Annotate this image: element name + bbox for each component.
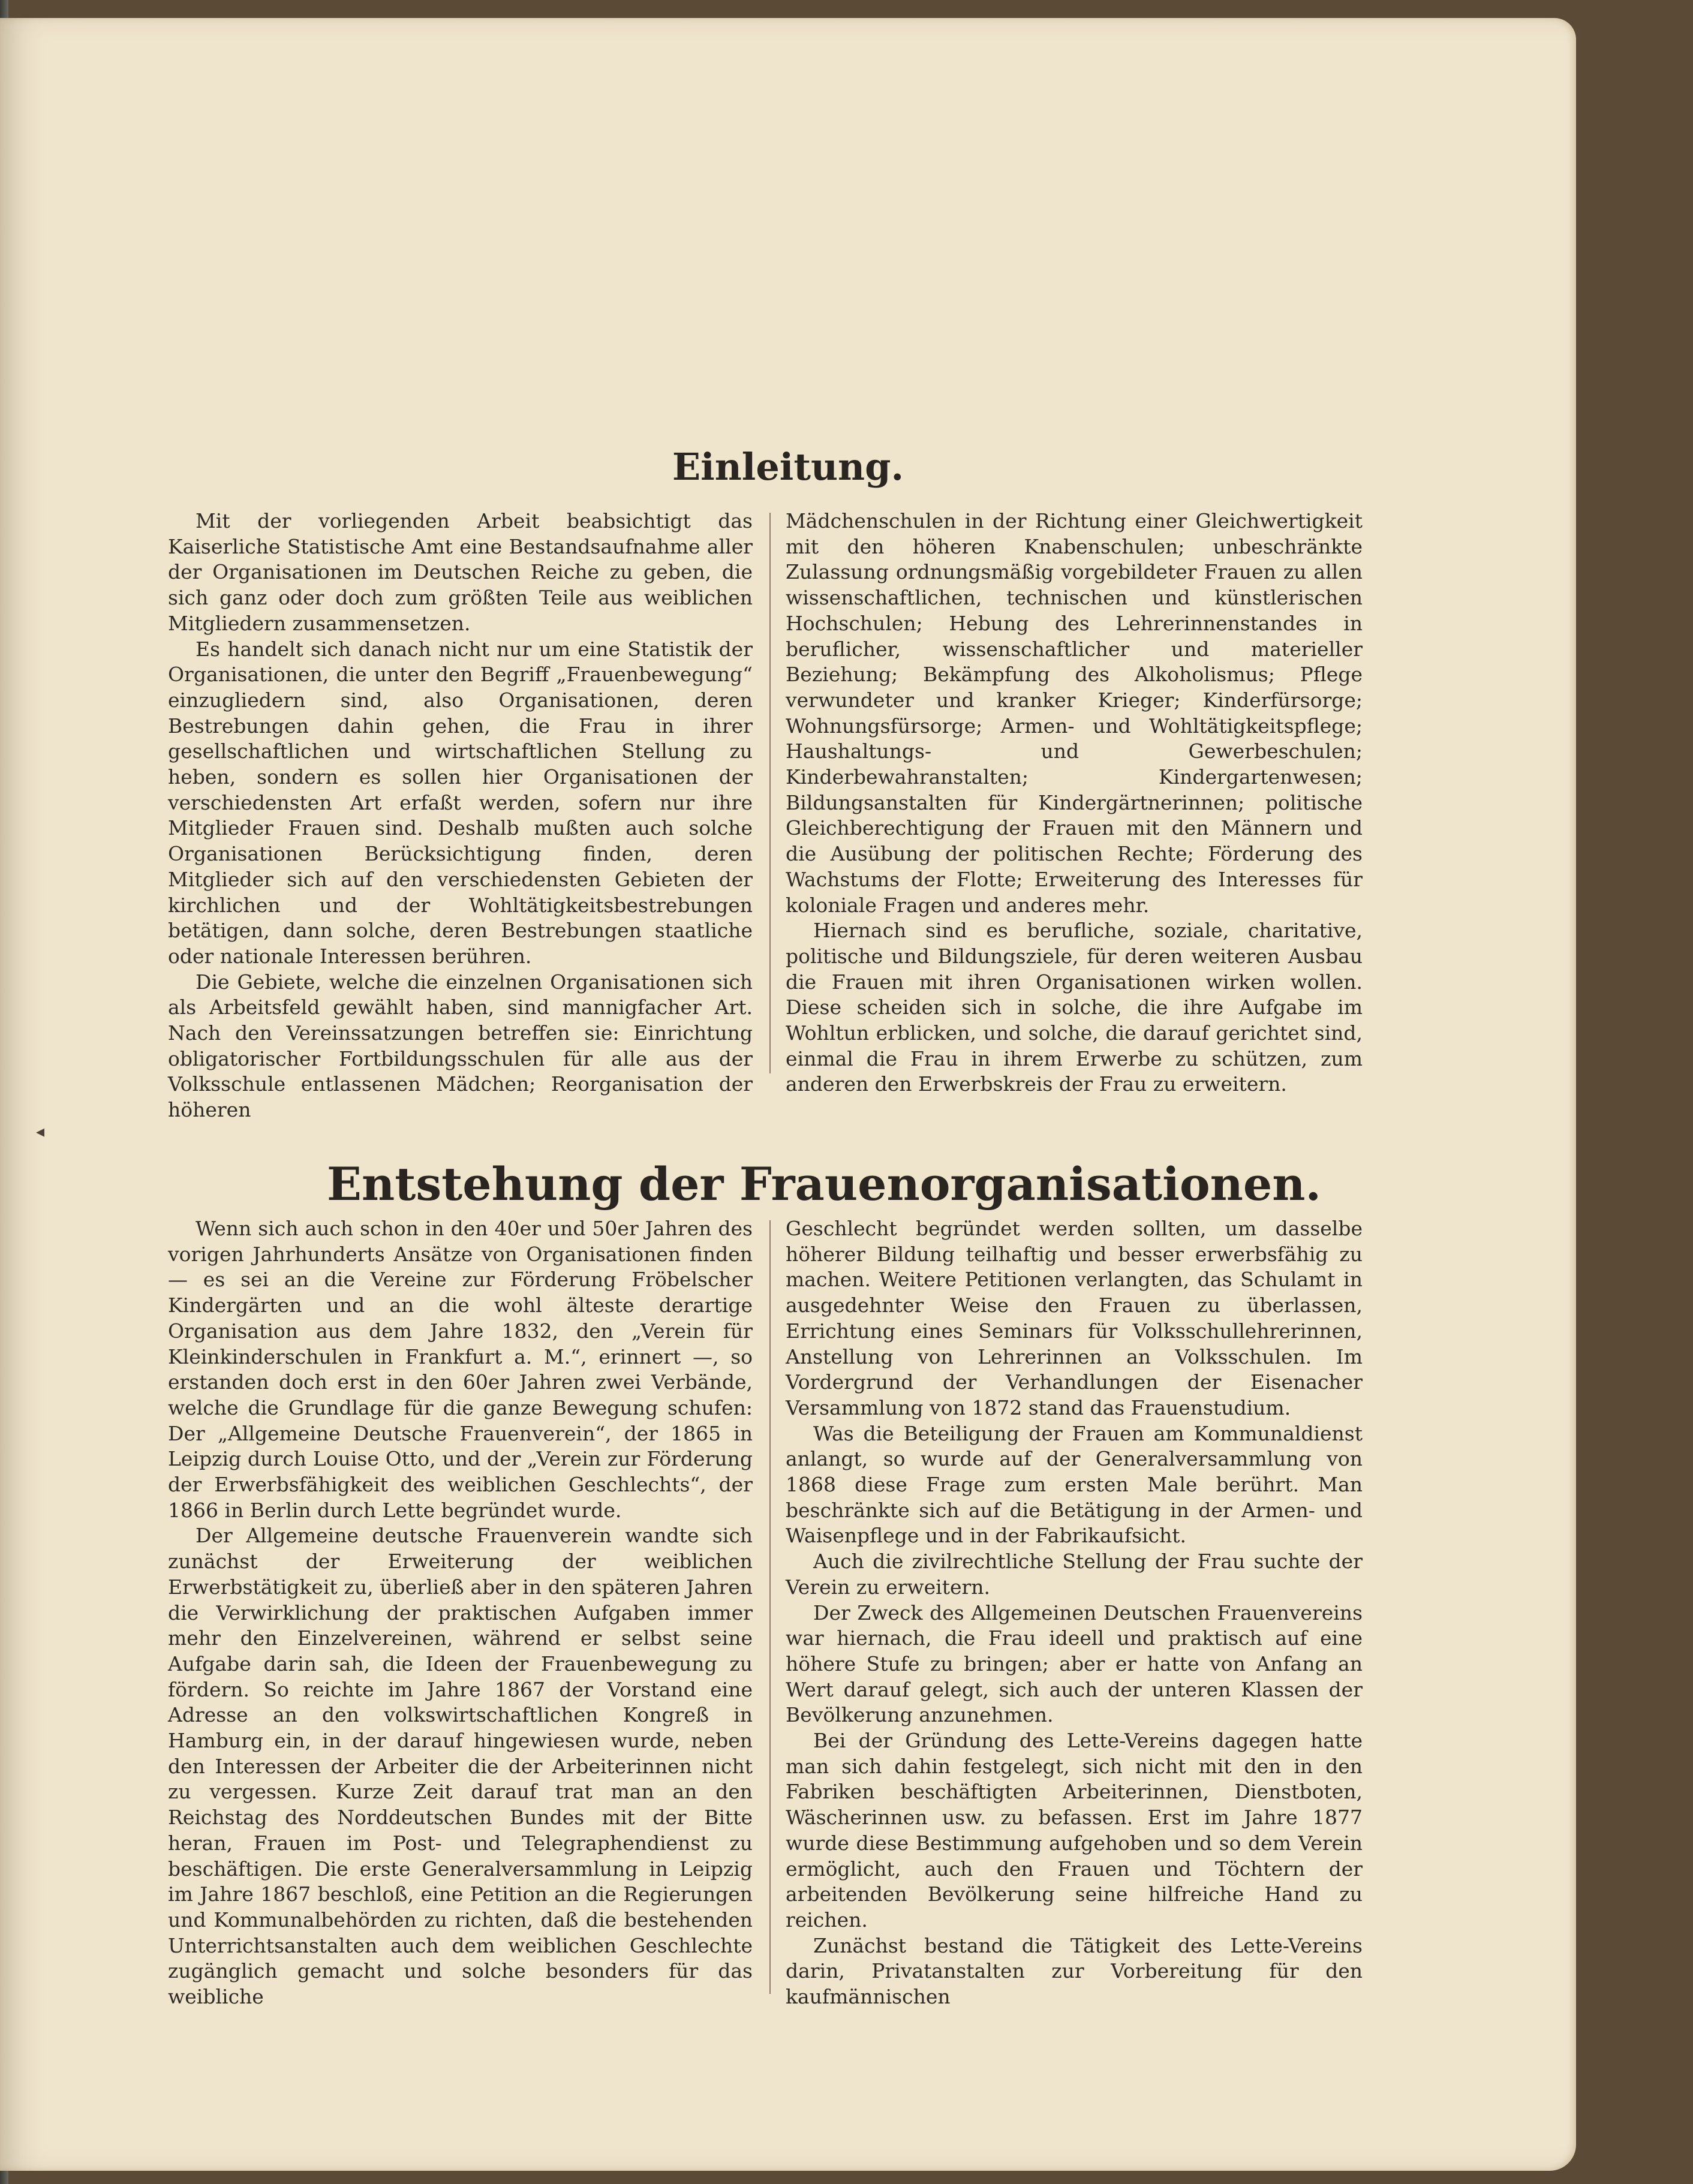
origin-left-column xyxy=(168,1216,753,2010)
paragraph: Bei der Gründung des Lette-Vereins dagegen hatte man sich dahin festgelegt, sich nicht mit den in den Fabriken beschäftigten Arbeiterinnen, Dienstboten, Wäscherinnen usw. zu befassen. Erst im Jahre 1877 wurde diese Bestimmung aufgehoben und so dem Verein ermöglicht, auch den Frauen und Töchtern der arbeitenden Bevölkerung seine hilfreiche Hand zu reichen. xyxy=(786,1729,1363,1932)
introduction-right-column xyxy=(786,509,1363,1097)
paragraph: Der Zweck des Allgemeinen Deutschen Frauenvereins war hiernach, die Frau ideell und praktisch auf eine höhere Stufe zu bringen; aber er hatte von Anfang an Wert darauf gelegt, sich auch der unteren Klassen der Bevölkerung anzunehmen. xyxy=(786,1601,1363,1727)
origin-right-column xyxy=(786,1216,1363,2010)
paragraph: Mit der vorliegenden Arbeit beabsichtigt das Kaiserliche Statistische Amt eine Bestandsaufnahme aller der Organisationen im Deutschen Reiche zu geben, die sich ganz oder doch zum größten Teile aus weiblichen Mitgliedern zusammensetzen. xyxy=(168,509,753,635)
paragraph: Hiernach sind es berufliche, soziale, charitative, politische und Bildungsziele, für deren weiteren Ausbau die Frauen mit ihren Organisationen wirken wollen. Diese scheiden sich in solche, die ihre Aufgabe im Wohltun erblicken, und solche, die darauf gerichtet sind, einmal die Frau in ihrem Erwerbe zu schützen, zum anderen den Erwerbskreis der Frau zu erweitern. xyxy=(786,919,1363,1096)
paragraph: Der Allgemeine deutsche Frauenverein wandte sich zunächst der Erweiterung der weiblichen Erwerbstätigkeit zu, überließ aber in den späteren Jahren die Verwirklichung der praktischen Aufgaben immer mehr den Einzelvereinen, während er selbst seine Aufgabe darin sah, die Ideen der Frauenbewegung zu fördern. So reichte im Jahre 1867 der Vorstand eine Adresse an den volkswirtschaftlichen Kongreß in Hamburg ein, in der darauf hingewiesen wurde, neben den Interessen der Arbeiter die der Arbeiterinnen nicht zu vergessen. Kurze Zeit darauf trat man an den Reichstag des Norddeutschen Bundes mit der Bitte heran, Frauen im Post- und Telegraphendienst zu beschäftigen. Die erste Generalversammlung in Leipzig im Jahre 1867 beschloß, eine Petition an die Regierungen und Kommunalbehörden zu richten, daß die bestehenden Unterrichtsanstalten auch dem weiblichen Geschlechte zugänglich gemacht und solche besonders für das weibliche xyxy=(168,1524,753,2009)
paragraph: Die Gebiete, welche die einzelnen Organisationen sich als Arbeitsfeld gewählt haben, sind mannigfacher Art. Nach den Vereinssatzungen betreffen sie: Einrichtung obligatorischer Fortbildungsschulen für alle aus der Volksschule entlassenen Mädchen; Reorganisation der höheren xyxy=(168,970,753,1122)
column-divider xyxy=(769,1220,771,1994)
column-divider xyxy=(769,513,771,1073)
paragraph: Zunächst bestand die Tätigkeit des Lette-Vereins darin, Privatanstalten zur Vorbereitung für den kaufmännischen xyxy=(786,1933,1363,2009)
paragraph: Geschlecht begründet werden sollten, um dasselbe höherer Bildung teilhaftig und besser erwerbsfähig zu machen. Weitere Petitionen verlangten, das Schulamt in ausgedehnter Weise den Frauen zu überlassen, Errichtung eines Seminars für Volksschullehrerinnen, Anstellung von Lehrerinnen an Volksschulen. Im Vordergrund der Verhandlungen der Eisenacher Versammlung von 1872 stand das Frauenstudium. xyxy=(786,1217,1363,1419)
book-page xyxy=(0,18,1576,2171)
paragraph: Es handelt sich danach nicht nur um eine Statistik der Organisationen, die unter den Begriff „Frauenbewegung“ einzugliedern sind, also Organisationen, deren Bestrebungen dahin gehen, die Frau in ihrer gesellschaftlichen und wirtschaftlichen Stellung zu heben, sondern es sollen hier Organisationen der verschiedensten Art erfaßt werden, sofern nur ihre Mitglieder Frauen sind. Deshalb mußten auch solche Organisationen Berücksichtigung finden, deren Mitglieder sich auf den verschiedensten Gebieten der kirchlichen und der Wohltätigkeitsbestrebungen betätigen, dann solche, deren Bestrebungen staatliche oder nationale Interessen berühren. xyxy=(168,637,753,968)
section-heading-introduction: Einleitung. xyxy=(672,445,904,489)
paragraph: Mädchenschulen in der Richtung einer Gleichwertigkeit mit den höheren Knabenschulen; unbeschränkte Zulassung ordnungsmäßig vorgebildeter Frauen zu allen wissenschaftlichen, technischen und künstlerischen Hochschulen; Hebung des Lehrerinnenstandes in beruflicher, wissenschaftlicher und materieller Beziehung; Bekämpfung des Alkoholismus; Pflege verwundeter und kranker Krieger; Kinderfürsorge; Wohnungsfürsorge; Armen- und Wohltätigkeitspflege; Haushaltungs- und Gewerbeschulen; Kinderbewahranstalten; Kindergartenwesen; Bildungsanstalten für Kindergärtnerinnen; politische Gleichberechtigung der Frauen mit den Männern und die Ausübung der politischen Rechte; Förderung des Wachstums der Flotte; Erweiterung des Interesses für koloniale Fragen und anderes mehr. xyxy=(786,509,1363,917)
paragraph: Was die Beteiligung der Frauen am Kommunaldienst anlangt, so wurde auf der Generalversammlung von 1868 diese Frage zum ersten Male berührt. Man beschränkte sich auf die Betätigung in der Armen- und Waisenpflege und in der Fabrikaufsicht. xyxy=(786,1421,1363,1548)
section-heading-origin: Entstehung der Frauenorganisationen. xyxy=(327,1157,1321,1211)
paragraph: Auch die zivilrechtliche Stellung der Frau suchte der Verein zu erweitern. xyxy=(786,1550,1363,1599)
introduction-left-column xyxy=(168,509,753,1123)
page-edge-mark: ◂ xyxy=(36,1121,45,1141)
paragraph: Wenn sich auch schon in den 40er und 50er Jahren des vorigen Jahrhunderts Ansätze von Organisationen finden — es sei an die Vereine zur Förderung Fröbelscher Kindergärten und an die wohl älteste derartige Organisation aus dem Jahre 1832, den „Verein für Kleinkinderschulen in Frankfurt a. M.“, erinnert —, so erstanden doch erst in den 60er Jahren zwei Verbände, welche die Grundlage für die ganze Bewegung schufen: Der „Allgemeine Deutsche Frauenverein“, der 1865 in Leipzig durch Louise Otto, und der „Verein zur Förderung der Erwerbsfähigkeit des weiblichen Geschlechts“, der 1866 in Berlin durch Lette begründet wurde. xyxy=(168,1217,753,1522)
